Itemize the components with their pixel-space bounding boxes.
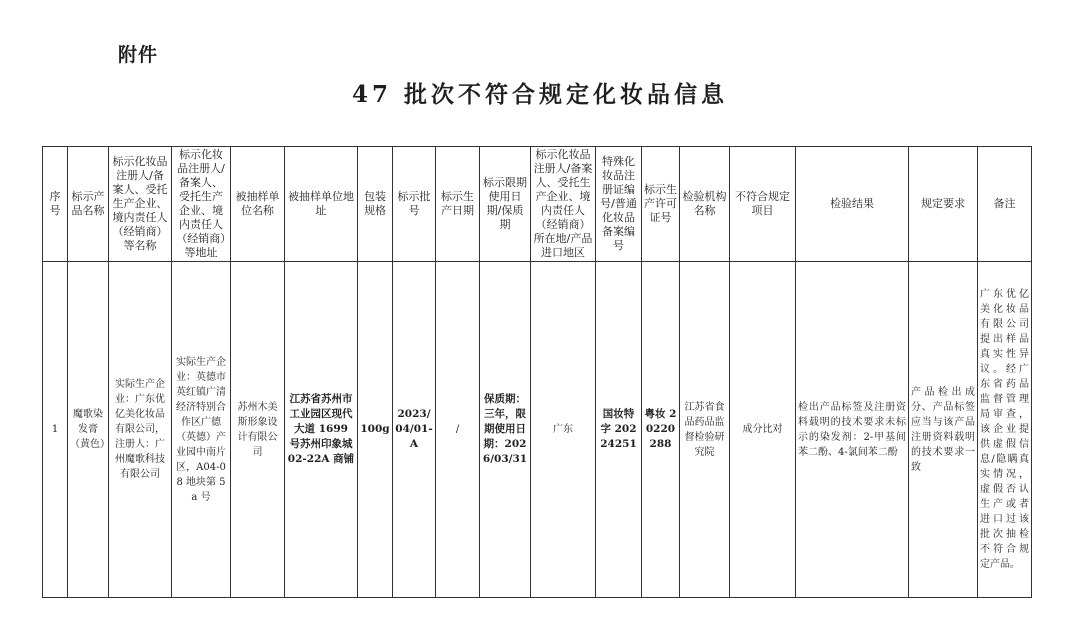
document-title: 47 批次不符合规定化妆品信息 [351,81,728,108]
cell-failed-item: 成分比对 [730,262,796,598]
table-row [43,262,1032,598]
cell-origin-region: 广东 [531,262,596,598]
cell-sampled-unit-address: 江苏省苏州市工业园区现代大道 1699 号苏州印象城 02-22A 商铺 [285,262,358,598]
header-seq: 序号 [43,147,68,262]
header-product-name: 标示产品名称 [68,147,109,262]
cell-product-name: 魔歌染发膏（黄色） [68,262,109,598]
header-requirement: 规定要求 [909,147,978,262]
header-origin-region: 标示化妆品注册人/备案人、受托生产企业、境内责任人（经销商）所在地/产品进口地区 [531,147,596,262]
header-registration-no: 特殊化妆品注册证编号/普通化妆品备案编号 [596,147,642,262]
header-sampled-unit-address: 被抽样单位地址 [285,147,358,262]
cell-production-date: / [436,262,480,598]
header-package-spec: 包装规格 [358,147,393,262]
cell-seq: 1 [43,262,68,598]
cell-package-spec: 100g [358,262,393,598]
header-sampled-unit-name: 被抽样单位名称 [231,147,285,262]
header-registrant-address: 标示化妆品注册人/备案人、受托生产企业、境内责任人（经销商）等地址 [172,147,231,262]
cell-requirement: 产品检出成分、产品标签应当与该产品注册资料载明的技术要求一致 [909,262,978,598]
cell-registrant-address: 实际生产企业：英德市英红镇广清经济特别合作区广德（英德）产业园中南片区，A04-08 地块第 5a 号 [172,262,231,598]
cell-inspection-agency: 江苏省食品药品监督检验研究院 [680,262,730,598]
header-inspection-result: 检验结果 [796,147,909,262]
cell-registrant-name: 实际生产企业：广东优亿美化妆品有限公司，注册人：广州魔歌科技有限公司 [109,262,172,598]
cell-expiry: 保质期：三年，限期使用日期：2026/03/31 [480,262,531,598]
cell-registration-no: 国妆特字 20224251 [596,262,642,598]
header-failed-item: 不符合规定项目 [730,147,796,262]
header-inspection-agency: 检验机构名称 [680,147,730,262]
cell-license-no: 粤妆 20220288 [642,262,680,598]
cell-batch-no: 2023/04/01-A [393,262,436,598]
header-registrant-name: 标示化妆品注册人/备案人、受托生产企业、境内责任人（经销商）等名称 [109,147,172,262]
cell-inspection-result: 检出产品标签及注册资料载明的技术要求未标示的染发剂：2-甲基间苯二酚、4-氯间苯二酚 [796,262,909,598]
noncompliant-cosmetics-table [42,146,1032,598]
cell-remarks: 广东优亿美化妆品有限公司提出样品真实性异议。经广东省药品监督管理局审查，该企业提供虚假信息/隐瞒真实情况，虚假否认生产或者进口过该批次抽检不符合规定产品。 [978,262,1032,598]
header-batch-no: 标示批号 [393,147,436,262]
header-remarks: 备注 [978,147,1032,262]
header-license-no: 标示生产许可证号 [642,147,680,262]
header-expiry: 标示限期使用日期/保质期 [480,147,531,262]
header-production-date: 标示生产日期 [436,147,480,262]
header-row [43,147,1032,262]
cell-sampled-unit-name: 苏州木美斯形象设计有限公司 [231,262,285,598]
attachment-label: 附件 [118,44,159,66]
